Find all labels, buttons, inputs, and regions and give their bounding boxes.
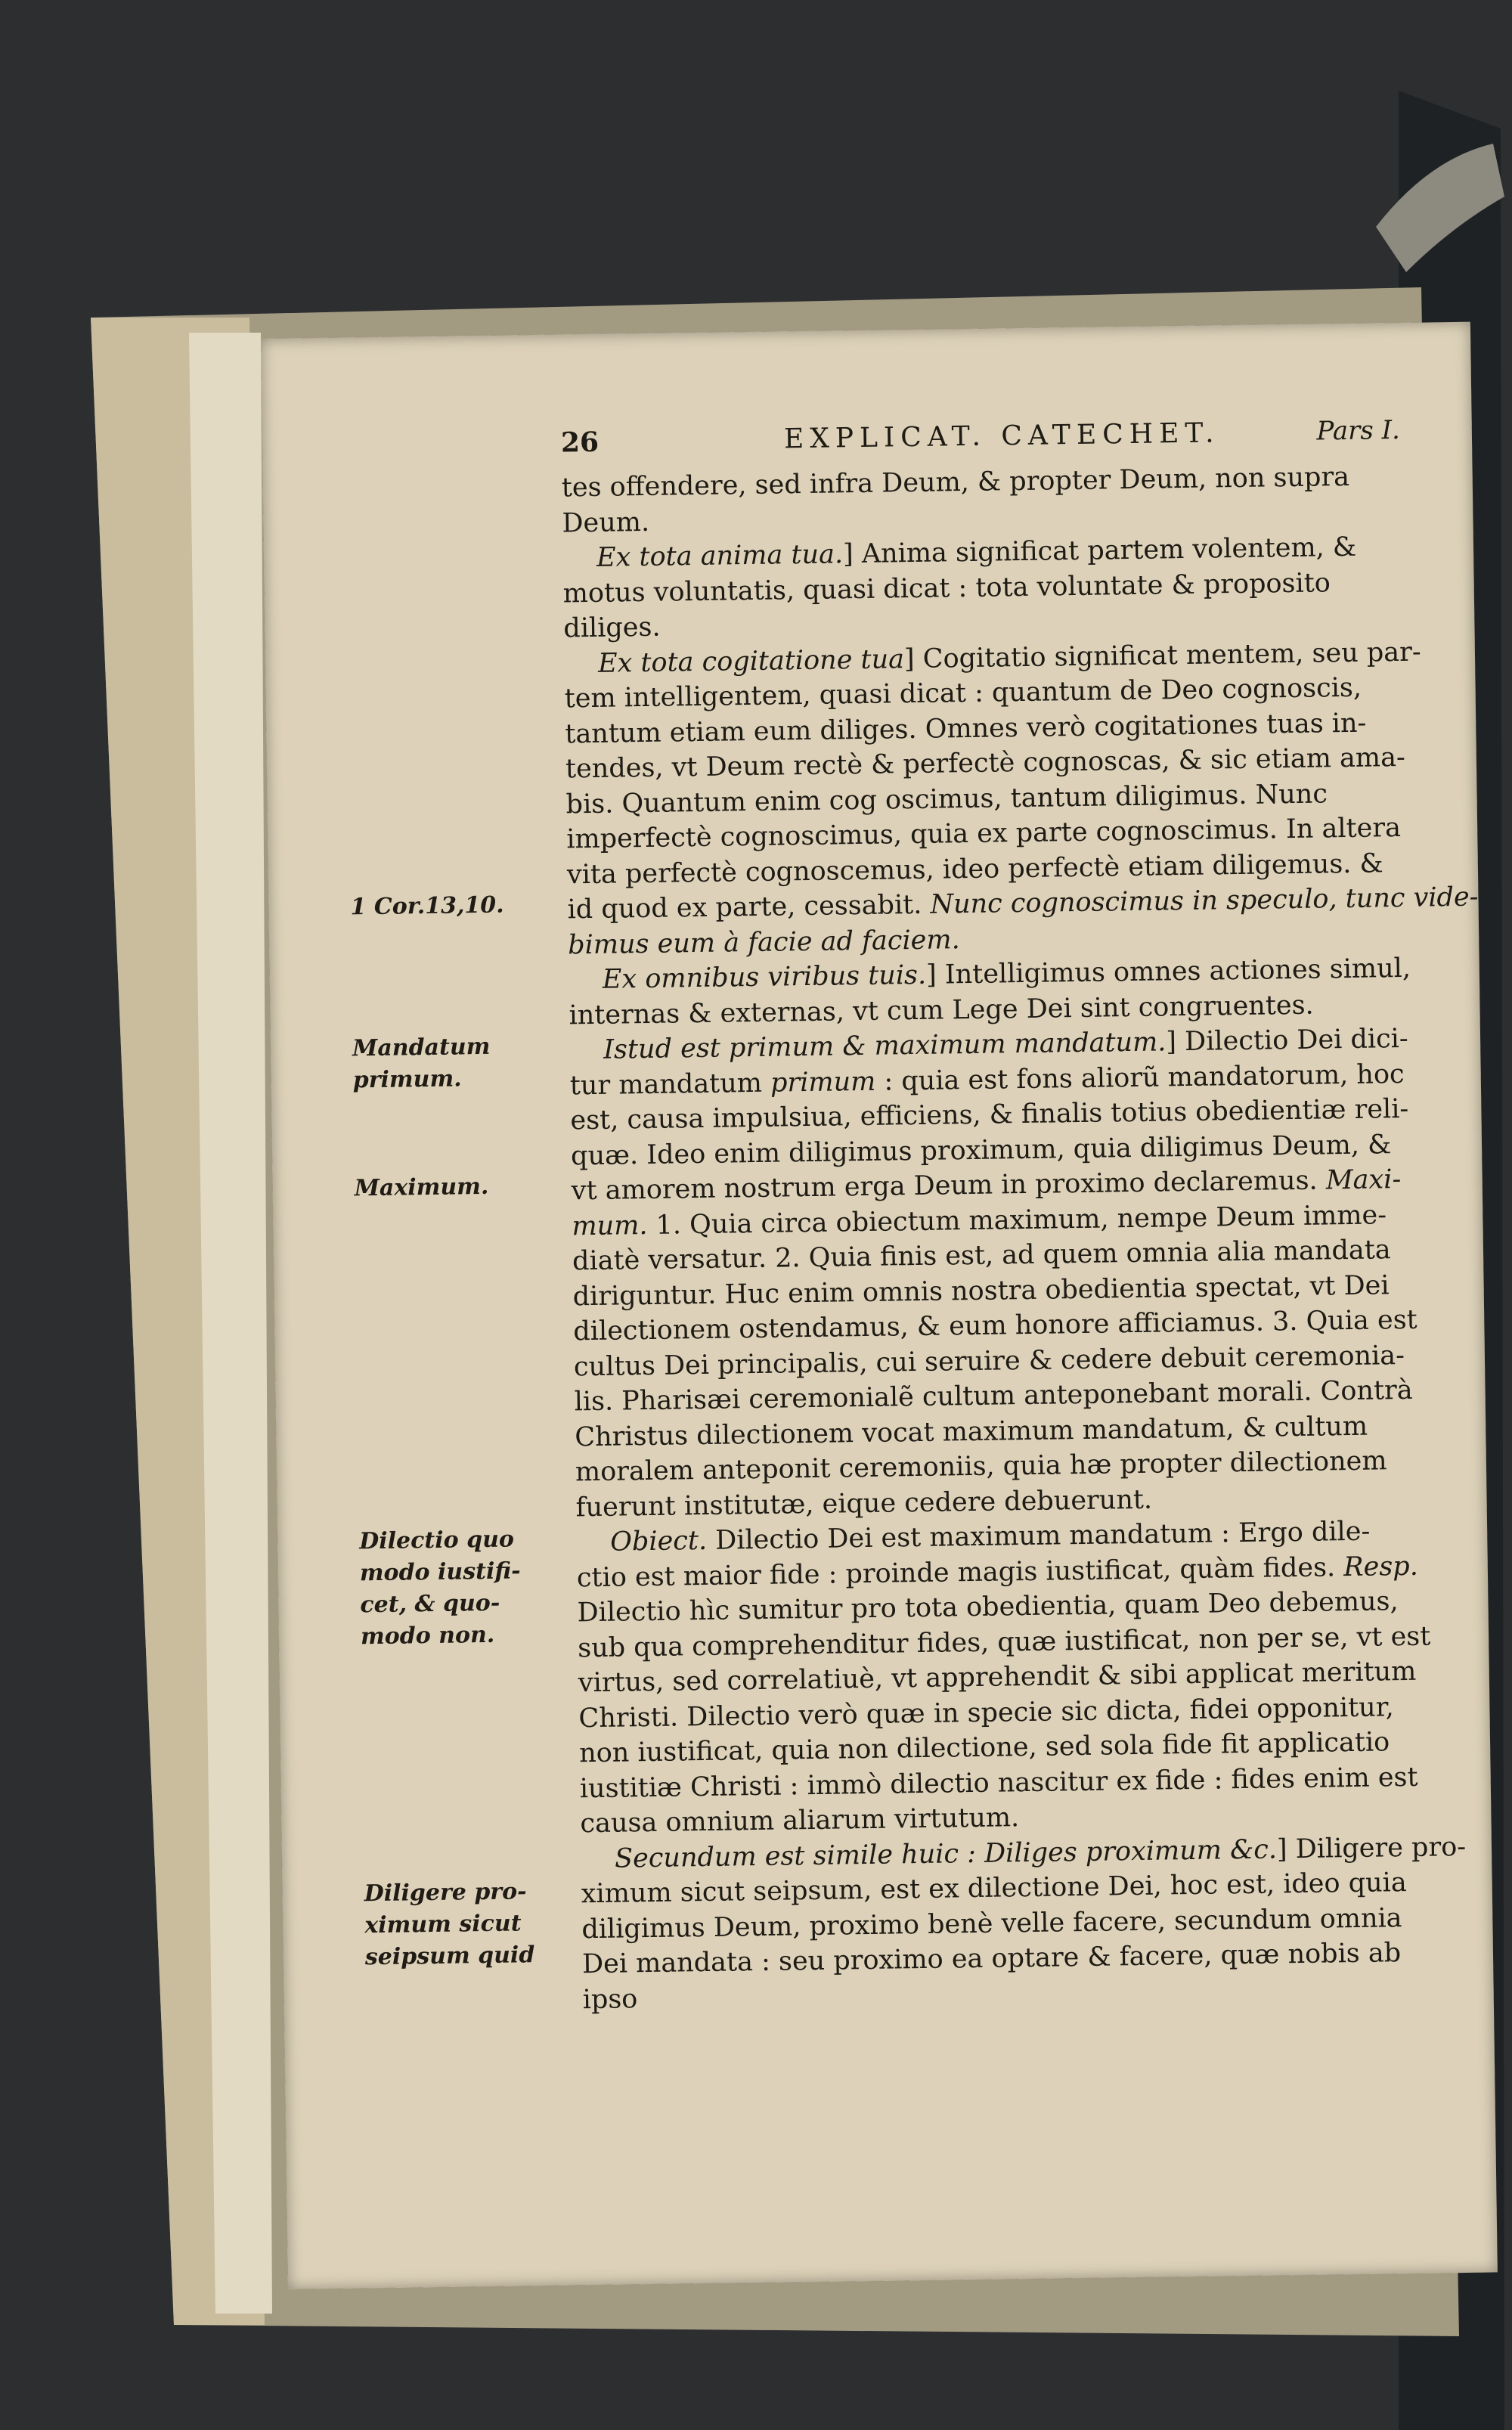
italic-segment: Ex tota anima tua. <box>596 539 844 573</box>
text-segment: ] Intelligimus omnes actiones simul, <box>925 953 1411 990</box>
text-segment: Dei mandata : seu proximo ea optare & facere, quæ nobis ab <box>581 1938 1402 1980</box>
text-segment: tendes, vt Deum rectè & perfectè cognoscas, & sic etiam ama- <box>565 742 1406 785</box>
italic-segment: primum <box>770 1066 876 1099</box>
text-segment: ] Cogitatio significat mentem, seu par- <box>903 637 1421 674</box>
italic-segment: Maxi- <box>1325 1164 1402 1196</box>
text-segment: non iustificat, quia non dilectione, sed sola fide fit applicatio <box>578 1727 1390 1769</box>
text-segment: est, causa impulsiua, efficiens, & finalis totius obedientiæ reli- <box>570 1093 1409 1136</box>
text-segment: tes offendere, sed infra Deum, & propter Deum, non supra <box>561 461 1350 504</box>
text-segment: diliges. <box>563 612 661 644</box>
text-segment: iustitiæ Christi : immò dilectio nascitur ex fide : fides enim est <box>579 1762 1418 1804</box>
text-segment: Dilectio Dei est maximum mandatum : Ergo dile- <box>706 1516 1371 1556</box>
text-segment: ] Diligere pro- <box>1276 1831 1467 1864</box>
text-segment: imperfectè cognoscimus, quia ex parte cognoscimus. In altera <box>566 813 1402 855</box>
marginal-line: Maximum. <box>354 1173 489 1202</box>
folio-number: 26 <box>560 426 600 459</box>
text-segment: moralem anteponit ceremoniis, quia hæ propter dilectionem <box>575 1446 1387 1488</box>
text-segment: id quod ex parte, cessabit. <box>567 889 931 925</box>
text-segment: dilectionem ostendamus, & eum honore afficiamus. 3. Quia est <box>573 1304 1418 1347</box>
text-segment: diligimus Deum, proximo benè velle facere, secundum omnia <box>581 1902 1402 1945</box>
text-segment: ximum sicut seipsum, est ex dilectione Dei, hoc est, ideo quia <box>581 1867 1407 1910</box>
marginal-line: ximum sicut <box>364 1910 522 1939</box>
marginal-line: Diligere pro- <box>364 1878 527 1908</box>
text-segment: lis. Pharisæi ceremonialẽ cultum anteponebant morali. Contrà <box>574 1375 1413 1418</box>
italic-segment: Ex omnibus viribus tuis. <box>602 959 927 995</box>
marginal-note-dilectio <box>359 1523 546 1653</box>
text-segment: motus voluntatis, quasi dicat : tota voluntate & proposito <box>562 567 1331 609</box>
text-segment: diatè versatur. 2. Quia finis est, ad quem omnia alia mandata <box>572 1235 1391 1277</box>
text-segment: causa omnium aliarum virtutum. <box>580 1802 1020 1840</box>
text-segment: ] Dilectio Dei dici- <box>1166 1023 1408 1058</box>
text-segment: Christus dilectionem vocat maximum mandatum, & cultum <box>575 1411 1368 1452</box>
marginal-note-diligere <box>364 1876 550 1973</box>
text-segment: ctio est maior fide : proinde magis iustificat, quàm fides. <box>576 1551 1344 1593</box>
text-segment: tantum etiam eum diliges. Omnes verò cogitationes tuas in- <box>565 708 1367 749</box>
part-label: Pars I. <box>1316 414 1401 447</box>
text-segment: sub qua comprehenditur fides, quæ iustificat, non per se, vt est <box>577 1621 1431 1663</box>
text-segment: bis. Quantum enim cog oscimus, tantum diligimus. Nunc <box>565 778 1328 820</box>
marginal-line: seipsum quid <box>364 1942 535 1971</box>
marginal-line: primum. <box>352 1065 462 1094</box>
text-segment: cultus Dei principalis, cui seruire & cedere debuit ceremonia- <box>573 1340 1405 1382</box>
italic-segment: Nunc cognoscimus in speculo, tunc vide- <box>930 882 1479 920</box>
italic-segment: Resp. <box>1343 1551 1419 1582</box>
italic-segment: bimus eum à facie ad faciem. <box>567 924 960 960</box>
text-segment: vt amorem nostrum erga Deum in proximo declaremus. <box>571 1165 1327 1207</box>
text-segment: Christi. Dilectio verò quæ in specie sic dicta, fidei opponitur, <box>578 1691 1394 1734</box>
body-text <box>561 459 1479 2018</box>
marginal-line: Mandatum <box>352 1033 491 1062</box>
text-segment: Deum. <box>562 507 650 538</box>
marginal-note-cor <box>350 889 536 923</box>
text-segment: : quia est fons aliorũ mandatorum, hoc <box>875 1058 1405 1097</box>
italic-segment: mum. <box>572 1210 648 1241</box>
text-segment: fuerunt institutæ, eique cedere debuerunt. <box>575 1484 1153 1523</box>
italic-segment: Secundum est simile huic : Diliges proximum &c. <box>614 1833 1278 1874</box>
text-segment: Dilectio hìc sumitur pro tota obedientia, quam Deo debemus, <box>577 1586 1399 1629</box>
marginal-note-mandatum-primum <box>352 1031 538 1096</box>
text-segment: quæ. Ideo enim diligimus proximum, quia diligimus Deum, & <box>570 1129 1392 1171</box>
marginal-line: modo iustifi- <box>359 1557 521 1587</box>
running-title: EXPLICAT. CATECHET. <box>783 417 1220 455</box>
italic-segment: Obiect. <box>609 1525 708 1557</box>
text-segment: ipso <box>582 1983 638 2015</box>
italic-segment: Istud est primum & maximum mandatum. <box>603 1027 1167 1065</box>
text-segment: tem intelligentem, quasi dicat : quantum de Deo cognoscis, <box>564 672 1362 714</box>
italic-segment: Ex tota cogitatione tua <box>597 643 905 679</box>
text-segment: diriguntur. Huc enim omnis nostra obedientia spectat, vt Dei <box>572 1269 1390 1312</box>
book-page <box>261 322 1498 2289</box>
marginal-line: cet, & quo- <box>360 1589 500 1619</box>
marginal-line: modo non. <box>360 1621 495 1650</box>
text-segment: virtus, sed correlatiuè, vt apprehendit & sibi applicat meritum <box>578 1656 1417 1699</box>
marginal-line: 1 Cor.13,10. <box>350 891 504 921</box>
text-segment: ] Anima significat partem volentem, & <box>842 532 1357 570</box>
marginal-note-maximum <box>354 1170 540 1204</box>
text-segment: internas & externas, vt cum Lege Dei sint congruentes. <box>569 990 1314 1031</box>
text-segment: vita perfectè cognoscemus, ideo perfectè etiam diligemus. & <box>566 848 1383 890</box>
marginal-line: Dilectio quo <box>358 1526 515 1555</box>
text-segment: 1. Quia circa obiectum maximum, nempe Deum imme- <box>647 1199 1387 1241</box>
text-segment: tur mandatum <box>569 1068 771 1101</box>
